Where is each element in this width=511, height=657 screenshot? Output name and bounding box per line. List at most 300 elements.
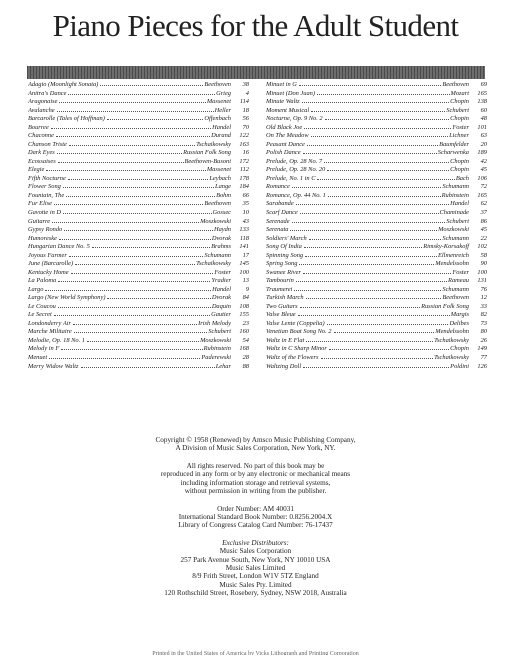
composer-name: Moszkowski bbox=[200, 336, 231, 344]
contents-entry bbox=[28, 345, 249, 354]
page-number: 45 bbox=[480, 166, 487, 174]
dot-leader bbox=[64, 230, 213, 231]
composer-name: Chopin bbox=[450, 115, 469, 123]
page-number: 118 bbox=[239, 234, 249, 242]
contents-entry bbox=[28, 192, 249, 201]
composer-name: Beethoven bbox=[442, 294, 469, 302]
page-number: 48 bbox=[480, 115, 487, 123]
composer-name: Poldini bbox=[450, 362, 469, 370]
composer-name: Baumfelder bbox=[439, 140, 469, 148]
composer-name: Beethoven bbox=[204, 81, 231, 88]
dot-leader bbox=[56, 136, 210, 137]
contents-entry bbox=[266, 226, 487, 235]
page-number: 20 bbox=[480, 140, 487, 148]
contents-entry bbox=[266, 277, 487, 286]
composer-name: Schubert bbox=[446, 106, 469, 114]
piece-title: Sarabande bbox=[266, 200, 294, 208]
page-number: 178 bbox=[239, 174, 249, 182]
dot-leader bbox=[45, 290, 211, 291]
piece-title: Minuet (Don Juan) bbox=[266, 89, 315, 97]
dot-leader bbox=[69, 145, 195, 146]
info-line: Music Sales Corporation bbox=[219, 547, 292, 556]
header-band bbox=[27, 66, 485, 79]
contents-entry bbox=[266, 294, 487, 303]
dot-leader bbox=[75, 264, 195, 265]
page-number: 73 bbox=[480, 319, 487, 327]
dot-leader bbox=[51, 128, 211, 129]
composer-name: Leybach bbox=[209, 174, 231, 182]
piece-title: Largo (New World Symphony) bbox=[28, 294, 106, 302]
piece-title: Gypsy Rondo bbox=[28, 226, 63, 234]
piece-title: Londonderry Air bbox=[28, 319, 72, 327]
page-number: 54 bbox=[242, 336, 249, 344]
page-number: 102 bbox=[477, 243, 487, 251]
page-number: 77 bbox=[480, 354, 487, 361]
composer-name: Dvorak bbox=[211, 294, 231, 302]
piece-title: Scarf Dance bbox=[266, 208, 298, 216]
dot-leader bbox=[57, 111, 214, 112]
piece-title: Spring Song bbox=[266, 260, 298, 268]
page-number: 168 bbox=[239, 345, 249, 353]
dot-leader bbox=[327, 170, 449, 171]
page-number: 163 bbox=[239, 140, 249, 148]
page-number: 69 bbox=[480, 81, 487, 88]
dot-leader bbox=[296, 204, 449, 205]
piece-title: Prelude, Op. 28 No. 7 bbox=[266, 157, 323, 165]
composer-name: Chopin bbox=[450, 166, 469, 174]
dot-leader bbox=[63, 213, 212, 214]
composer-name: Margis bbox=[450, 311, 469, 319]
dot-leader bbox=[300, 307, 420, 308]
dot-leader bbox=[52, 222, 199, 223]
page-number: 155 bbox=[239, 311, 249, 319]
contents-entry bbox=[28, 158, 249, 167]
piece-title: Le Coucou bbox=[28, 302, 56, 310]
contents-entry bbox=[28, 141, 249, 150]
page-number: 45 bbox=[480, 226, 487, 234]
dot-leader bbox=[69, 256, 204, 257]
contents-entry bbox=[266, 200, 487, 209]
piece-title: Valse Lente (Coppelia) bbox=[266, 319, 325, 327]
contents-entry bbox=[28, 337, 249, 346]
piece-title: Merry Widow Waltz bbox=[28, 362, 79, 370]
page-number: 165 bbox=[477, 89, 487, 97]
composer-name: Yradier bbox=[211, 277, 231, 285]
dot-leader bbox=[59, 239, 211, 240]
composer-name: Ellmenreich bbox=[438, 251, 469, 259]
info-line: All rights reserved. No part of this book may be bbox=[186, 462, 325, 471]
dot-leader bbox=[58, 281, 210, 282]
dot-leader bbox=[290, 230, 437, 231]
composer-name: Beethoven bbox=[442, 81, 469, 88]
page-number: 82 bbox=[480, 311, 487, 319]
composer-name: Offenbach bbox=[204, 115, 231, 123]
contents-entry bbox=[266, 303, 487, 312]
contents-entry bbox=[266, 235, 487, 244]
piece-title: Kentucky Home bbox=[28, 268, 69, 276]
page-number: 38 bbox=[242, 81, 249, 88]
page-number: 86 bbox=[480, 217, 487, 225]
info-line: A Division of Music Sales Corporation, New York, NY. bbox=[175, 444, 336, 453]
contents-entry bbox=[266, 363, 487, 372]
piece-title: Bourree bbox=[28, 123, 49, 131]
contents-entry bbox=[28, 286, 249, 295]
piece-title: On The Meadow bbox=[266, 132, 309, 140]
composer-name: Foster bbox=[452, 123, 469, 131]
dot-leader bbox=[324, 162, 449, 163]
piece-title: Traumerei bbox=[266, 285, 293, 293]
page-number: 42 bbox=[480, 157, 487, 165]
page-number: 33 bbox=[480, 302, 487, 310]
printed-line bbox=[30, 649, 481, 655]
piece-title: Largo bbox=[28, 285, 44, 293]
composer-name: Schumann bbox=[442, 234, 469, 242]
composer-name: Foster bbox=[214, 268, 231, 276]
contents-entry bbox=[266, 269, 487, 278]
dot-leader bbox=[61, 349, 202, 350]
page-number: 60 bbox=[480, 106, 487, 114]
dot-leader bbox=[304, 247, 422, 248]
page-number: 184 bbox=[239, 183, 249, 191]
composer-name: Lehar bbox=[215, 362, 231, 370]
dot-leader bbox=[311, 111, 445, 112]
contents-entry bbox=[28, 166, 249, 175]
composer-name: Irish Melody bbox=[198, 319, 231, 327]
page-number: 165 bbox=[477, 191, 487, 199]
contents-entry bbox=[266, 209, 487, 218]
piece-title: Aragonaise bbox=[28, 98, 58, 106]
dot-leader bbox=[63, 187, 214, 188]
contents-entry bbox=[266, 243, 487, 252]
piece-title: Prelude, No. 1 in C bbox=[266, 174, 316, 182]
dot-leader bbox=[298, 315, 450, 316]
dot-leader bbox=[292, 187, 442, 188]
dot-leader bbox=[66, 196, 215, 197]
piece-title: Ecossaises bbox=[28, 157, 56, 165]
info-line: reproduced in any form or by any electronic or mechanical means bbox=[160, 470, 351, 479]
composer-name: Schumann bbox=[204, 251, 231, 259]
composer-name: Schubert bbox=[208, 328, 231, 336]
page-number: 160 bbox=[239, 328, 249, 336]
page-number: 58 bbox=[480, 251, 487, 259]
composer-name: Mendelssohn bbox=[435, 260, 469, 268]
contents-entry bbox=[266, 124, 487, 133]
contents-entry bbox=[266, 286, 487, 295]
composer-name: Gautier bbox=[211, 311, 231, 319]
page-number: 80 bbox=[480, 328, 487, 336]
page-number: 56 bbox=[242, 115, 249, 123]
dot-leader bbox=[317, 94, 450, 95]
dot-leader bbox=[107, 298, 210, 299]
piece-title: Two Guitars bbox=[266, 302, 298, 310]
piece-title: Serenata bbox=[266, 226, 289, 234]
dot-leader bbox=[304, 128, 451, 129]
contents-entry bbox=[28, 90, 249, 99]
piece-title: Le Secret bbox=[28, 311, 52, 319]
piece-title: Barcarolle (Tales of Hoffman) bbox=[28, 115, 105, 123]
contents-entry bbox=[266, 354, 487, 363]
dot-leader bbox=[54, 315, 210, 316]
composer-name: Mozart bbox=[450, 89, 469, 97]
page-number: 172 bbox=[239, 157, 249, 165]
piece-title: Fifth Nocturne bbox=[28, 174, 66, 182]
page-number: 138 bbox=[477, 98, 487, 106]
composer-name: Schubert bbox=[446, 217, 469, 225]
dot-leader bbox=[302, 102, 450, 103]
dot-leader bbox=[57, 153, 182, 154]
contents-entry bbox=[28, 183, 249, 192]
page-number: 100 bbox=[239, 268, 249, 276]
dot-leader bbox=[309, 239, 442, 240]
contents-entry bbox=[266, 132, 487, 141]
composer-name: Bach bbox=[455, 174, 469, 182]
contents-entry bbox=[28, 107, 249, 116]
dot-leader bbox=[317, 179, 454, 180]
page-number: 23 bbox=[242, 319, 249, 327]
page-number: 100 bbox=[477, 268, 487, 276]
piece-title: Melody in F bbox=[28, 345, 60, 353]
dot-leader bbox=[299, 85, 441, 86]
composer-name: Schumann bbox=[442, 183, 469, 191]
composer-name: Grieg bbox=[216, 89, 231, 97]
contents-entry bbox=[266, 218, 487, 227]
contents-entry bbox=[266, 192, 487, 201]
page-number: 126 bbox=[477, 362, 487, 370]
piece-title: Valse Bleue bbox=[266, 311, 296, 319]
info-line: 8/9 Frith Street, London W1V 5TZ England bbox=[192, 572, 319, 581]
dot-leader bbox=[292, 222, 446, 223]
page-number: 133 bbox=[239, 226, 249, 234]
contents-entry bbox=[28, 235, 249, 244]
page-number: 70 bbox=[242, 123, 249, 131]
contents-right-column bbox=[266, 81, 487, 371]
contents-entry bbox=[28, 132, 249, 141]
contents-entry bbox=[28, 320, 249, 329]
piece-title: Avalanche bbox=[28, 106, 55, 114]
contents-entry bbox=[266, 175, 487, 184]
info-line: Music Sales Pty. Limited bbox=[219, 580, 292, 589]
catalog-numbers-block bbox=[30, 505, 481, 530]
dot-leader bbox=[294, 290, 441, 291]
dot-leader bbox=[68, 94, 215, 95]
piece-title: Polish Dance bbox=[266, 149, 301, 157]
page-number: 145 bbox=[239, 260, 249, 268]
info-line: Library of Congress Catalog Card Number: 76-17437 bbox=[178, 521, 333, 530]
info-line: without permission in writing from the publisher. bbox=[184, 486, 327, 495]
composer-name: Brahms bbox=[211, 243, 231, 251]
piece-title: Anitra's Dance bbox=[28, 89, 67, 97]
composer-name: Chopin bbox=[450, 157, 469, 165]
printed-text: Printed in the United States of America by Vicks Lithograph and Printing Corporation bbox=[152, 651, 359, 655]
composer-name: Durand bbox=[211, 132, 231, 140]
piece-title: Hungarian Dance No. 5 bbox=[28, 243, 90, 251]
dot-leader bbox=[58, 307, 211, 308]
dot-leader bbox=[73, 324, 197, 325]
piece-title: June (Barcarolle) bbox=[28, 260, 74, 268]
contents-entry bbox=[28, 218, 249, 227]
contents-entry bbox=[28, 328, 249, 337]
page-number: 26 bbox=[480, 336, 487, 344]
dot-leader bbox=[81, 367, 215, 368]
page-number: 22 bbox=[480, 234, 487, 242]
contents-entry bbox=[28, 209, 249, 218]
composer-name: Handel bbox=[212, 123, 231, 131]
contents-entry bbox=[28, 175, 249, 184]
contents-entry bbox=[28, 260, 249, 269]
contents-entry bbox=[266, 328, 487, 337]
piece-title: Minute Waltz bbox=[266, 98, 300, 106]
page-number: 112 bbox=[239, 166, 249, 174]
page-number: 28 bbox=[242, 354, 249, 361]
contents-entry bbox=[28, 81, 249, 90]
dot-leader bbox=[307, 145, 438, 146]
piece-title: Fountain, The bbox=[28, 191, 65, 199]
piece-title: Spinning Song bbox=[266, 251, 304, 259]
page-number: 35 bbox=[242, 200, 249, 208]
page-number: 108 bbox=[239, 302, 249, 310]
contents-entry bbox=[266, 149, 487, 158]
info-line: including information storage and retrieval systems, bbox=[180, 478, 331, 487]
piece-title: Peasant Dance bbox=[266, 140, 305, 148]
page-number: 141 bbox=[239, 243, 249, 251]
composer-name: Rameau bbox=[448, 277, 469, 285]
page-number: 122 bbox=[239, 132, 249, 140]
contents-entry bbox=[28, 269, 249, 278]
contents-entry bbox=[266, 337, 487, 346]
contents-entry bbox=[28, 303, 249, 312]
page-number: 149 bbox=[477, 345, 487, 353]
composer-name: Moszkowski bbox=[438, 226, 469, 234]
page-number: 62 bbox=[480, 200, 487, 208]
piece-title: La Paloma bbox=[28, 277, 57, 285]
piece-title: Flower Song bbox=[28, 183, 61, 191]
publication-info bbox=[30, 436, 481, 655]
dot-leader bbox=[71, 273, 214, 274]
piece-title: Romance bbox=[266, 183, 290, 191]
contents-entry bbox=[266, 260, 487, 269]
page-number: 106 bbox=[477, 174, 487, 182]
piece-title: Waltz in E Flat bbox=[266, 336, 305, 344]
page-number: 17 bbox=[242, 251, 249, 259]
piece-title: Fur Elise bbox=[28, 200, 52, 208]
page-number: 88 bbox=[242, 362, 249, 370]
dot-leader bbox=[58, 162, 184, 163]
contents-entry bbox=[28, 277, 249, 286]
contents-entry bbox=[28, 226, 249, 235]
dot-leader bbox=[54, 204, 203, 205]
contents-entry bbox=[28, 98, 249, 107]
contents-entry bbox=[266, 166, 487, 175]
piece-title: Menuet bbox=[28, 354, 48, 361]
composer-name: Chopin bbox=[450, 345, 469, 353]
piece-title: Dark Eyes bbox=[28, 149, 55, 157]
dot-leader bbox=[328, 196, 441, 197]
dot-leader bbox=[49, 358, 200, 359]
page-number: 12 bbox=[480, 294, 487, 302]
dot-leader bbox=[296, 281, 447, 282]
page-number: 90 bbox=[480, 260, 487, 268]
dot-leader bbox=[87, 341, 199, 342]
dot-leader bbox=[311, 136, 449, 137]
contents-entry bbox=[266, 107, 487, 116]
copyright-block bbox=[30, 436, 481, 453]
piece-title: Chanson Triste bbox=[28, 140, 67, 148]
contents-entry bbox=[28, 149, 249, 158]
composer-name: Massenet bbox=[206, 98, 231, 106]
page-number: 10 bbox=[242, 208, 249, 216]
contents-entry bbox=[266, 320, 487, 329]
composer-name: Paderewski bbox=[201, 354, 231, 361]
info-line: Music Sales Limited bbox=[225, 564, 286, 573]
contents-entry bbox=[28, 252, 249, 261]
composer-name: Daquin bbox=[211, 302, 231, 310]
composer-name: Chopin bbox=[450, 98, 469, 106]
piece-title: Swanee River bbox=[266, 268, 301, 276]
contents-entry bbox=[266, 252, 487, 261]
page-number: 66 bbox=[242, 191, 249, 199]
piece-title: Tambourin bbox=[266, 277, 294, 285]
composer-name: Delibes bbox=[449, 319, 469, 327]
composer-name: Handel bbox=[212, 285, 231, 293]
page-number: 9 bbox=[245, 285, 249, 293]
composer-name: Bohm bbox=[216, 191, 231, 199]
page-number: 189 bbox=[477, 149, 487, 157]
piece-title: Waltzing Doll bbox=[266, 362, 302, 370]
info-line: Copyright © 1958 (Renewed) by Amsco Music Publishing Company, bbox=[155, 436, 356, 444]
contents-entry bbox=[266, 90, 487, 99]
contents-entry bbox=[266, 141, 487, 150]
composer-name: Schumann bbox=[442, 285, 469, 293]
composer-name: Rubinstein bbox=[441, 191, 469, 199]
dot-leader bbox=[329, 349, 449, 350]
composer-name: Gossec bbox=[212, 208, 231, 216]
composer-name: Handel bbox=[450, 200, 469, 208]
dot-leader bbox=[107, 119, 204, 120]
contents-entry bbox=[28, 115, 249, 124]
composer-name: Rimsky-Korsakoff bbox=[423, 243, 469, 251]
piece-title: Marche Militaire bbox=[28, 328, 72, 336]
dot-leader bbox=[59, 102, 205, 103]
composer-name: Dvorak bbox=[211, 234, 231, 242]
piece-title: Old Black Joe bbox=[266, 123, 303, 131]
page-number: 114 bbox=[239, 98, 249, 106]
composer-name: Beethoven bbox=[204, 200, 231, 208]
composer-name: Massenet bbox=[206, 166, 231, 174]
piece-title: Prelude, Op. 28 No. 20 bbox=[266, 166, 326, 174]
page-number: 76 bbox=[480, 285, 487, 293]
info-line: 257 Park Avenue South, New York, NY 10010 USA bbox=[180, 555, 331, 564]
piece-title: Moment Musical bbox=[266, 106, 310, 114]
piece-title: Romance, Op. 44 No. 1 bbox=[266, 191, 326, 199]
contents-entry bbox=[266, 158, 487, 167]
contents-entry bbox=[28, 354, 249, 363]
dot-leader bbox=[92, 247, 210, 248]
piece-title: Chaconne bbox=[28, 132, 54, 140]
composer-name: Scharwenka bbox=[437, 149, 469, 157]
book-title: Piano Pieces for the Adult Student bbox=[52, 8, 459, 43]
contents-entry bbox=[266, 81, 487, 90]
contents-entry bbox=[266, 311, 487, 320]
composer-name: Haydn bbox=[213, 226, 231, 234]
page-number: 37 bbox=[480, 208, 487, 216]
dot-leader bbox=[327, 324, 449, 325]
composer-name: Mendelssohn bbox=[435, 328, 469, 336]
info-line: 120 Rothschild Street, Rosebery, Sydney, NSW 2018, Australia bbox=[164, 588, 347, 597]
composer-name: Lichner bbox=[449, 132, 469, 140]
page-number: 84 bbox=[242, 294, 249, 302]
piece-title: Adagio (Moonlight Sonata) bbox=[28, 81, 99, 88]
piece-title: Soldiers' March bbox=[266, 234, 307, 242]
